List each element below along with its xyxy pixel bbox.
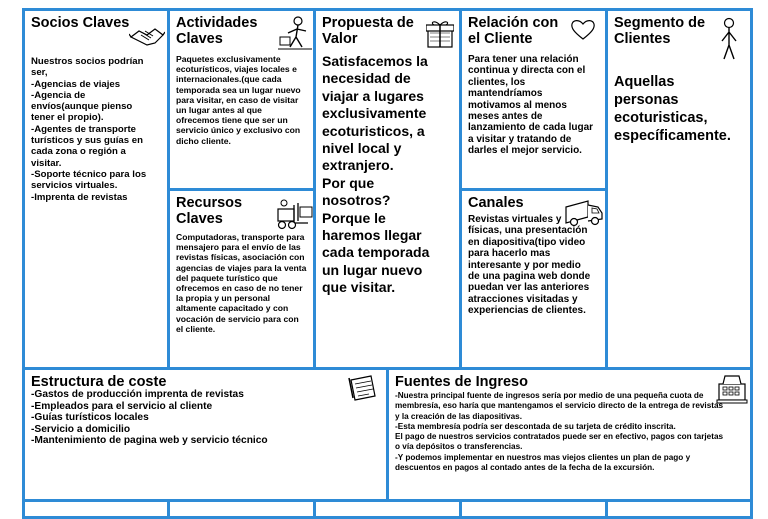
key-partners-title: Socios Claves	[31, 15, 130, 31]
key-resources-text: Computadoras, transporte para mensajero para el envío de las revistas físicas, asociación con agencias de viajes para la venta del paquete turístico que ofrecemos en caso de no tener la propia y un personal altamente capacitado y con vocación de servicio para con el cliente.	[176, 232, 307, 334]
person-icon	[718, 17, 740, 61]
key-activities-title: Actividades Claves	[176, 15, 258, 47]
bottom-partial-cell	[167, 499, 316, 519]
channels-block	[459, 188, 608, 370]
customer-relationship-text: Para tener una relación continua y directa con el clientes, los mantendríamos motivamos al menos meses antes de lanzamiento de cada lugar a visitar y tratando de darles el mejor servicio.	[468, 54, 594, 157]
key-partners-block	[22, 8, 170, 370]
channels-title: Canales	[468, 195, 524, 211]
customer-segments-text: Aquellas personas ecoturisticas, específicamente.	[614, 74, 731, 144]
bottom-partial-cell	[459, 499, 608, 519]
customer-segments-title: Segmento de Clientes	[614, 15, 706, 47]
revenue-streams-block	[386, 367, 753, 502]
value-proposition-text: Satisfacemos la necesidad de viajar a lugares exclusivamente ecoturisticos, a nivel local y extranjero. Por que nosotros? Porque le haremos llegar cada temporada un lugar nuevo que visitar.	[322, 53, 430, 296]
handshake-icon	[129, 23, 165, 49]
bottom-partial-cell	[313, 499, 462, 519]
heart-icon	[570, 19, 596, 41]
cost-structure-block	[22, 367, 389, 502]
cost-structure-text: -Gastos de producción imprenta de revistas -Empleados para el servicio al cliente -Guías turísticos locales -Servicio a domicilio -Mantenimiento de pagina web y servicio técnico	[31, 389, 268, 446]
revenue-streams-title: Fuentes de Ingreso	[395, 374, 528, 390]
customer-relationship-title: Relación con el Cliente	[468, 15, 559, 47]
bottom-partial-cell	[22, 499, 170, 519]
key-activities-block	[167, 8, 316, 191]
revenue-streams-text: -Nuestra principal fuente de ingresos sería por medio de una pequeña cuota de membresía, eso haría que mantengamos el servicio directo de la entrega de revistas y la creación de las diapositivas. -Esta membresía podría ser descontada de su tarjeta de crédito inscrita. El pago de nuestros servicios contratados puede ser en efectivo, pagos con tarjetas o vía depósitos o transferencias. -Y podemos implementar en nuestros mas viejos clientes un plan de pago y descuentos en pagos al contado antes de la fecha de la excursión.	[395, 391, 724, 473]
channels-text: Revistas virtuales y físicas, una presentación en diapositiva(tipo video para hacerlo mas interesante y por medio de una pagina web donde puedan ver las anteriores atracciones visitadas y experiencias de clientes.	[468, 214, 591, 317]
key-activities-text: Paquetes exclusivamente ecoturísticos, viajes locales e internacionales.(que cada temporada sea un lugar nuevo para visitar, en caso de visitar un lugar antes al que ofrecemos tiene que ser un servicio único y exclusivo con dicho cliente.	[176, 54, 301, 146]
gift-icon	[426, 19, 454, 49]
key-partners-text: Nuestros socios podrían ser, -Agencias de viajes -Agencia de envíos(aunque pienso tener el propio). -Agentes de transporte turísticos y sus guías en cada zona o región a visitar. -Soporte técnico para los servicios virtuales. -Imprenta de revistas	[31, 56, 147, 203]
forklift-icon	[274, 197, 314, 231]
key-resources-title: Recursos Claves	[176, 195, 243, 227]
value-proposition-title: Propuesta de Valor	[322, 15, 414, 47]
cost-structure-title: Estructura de coste	[31, 374, 167, 390]
notepad-icon	[347, 374, 377, 402]
worker-icon	[278, 15, 312, 51]
bottom-partial-cell	[605, 499, 753, 519]
customer-relationship-block	[459, 8, 608, 191]
value-proposition-block	[313, 8, 462, 370]
customer-segments-block	[605, 8, 753, 370]
key-resources-block	[167, 188, 316, 370]
